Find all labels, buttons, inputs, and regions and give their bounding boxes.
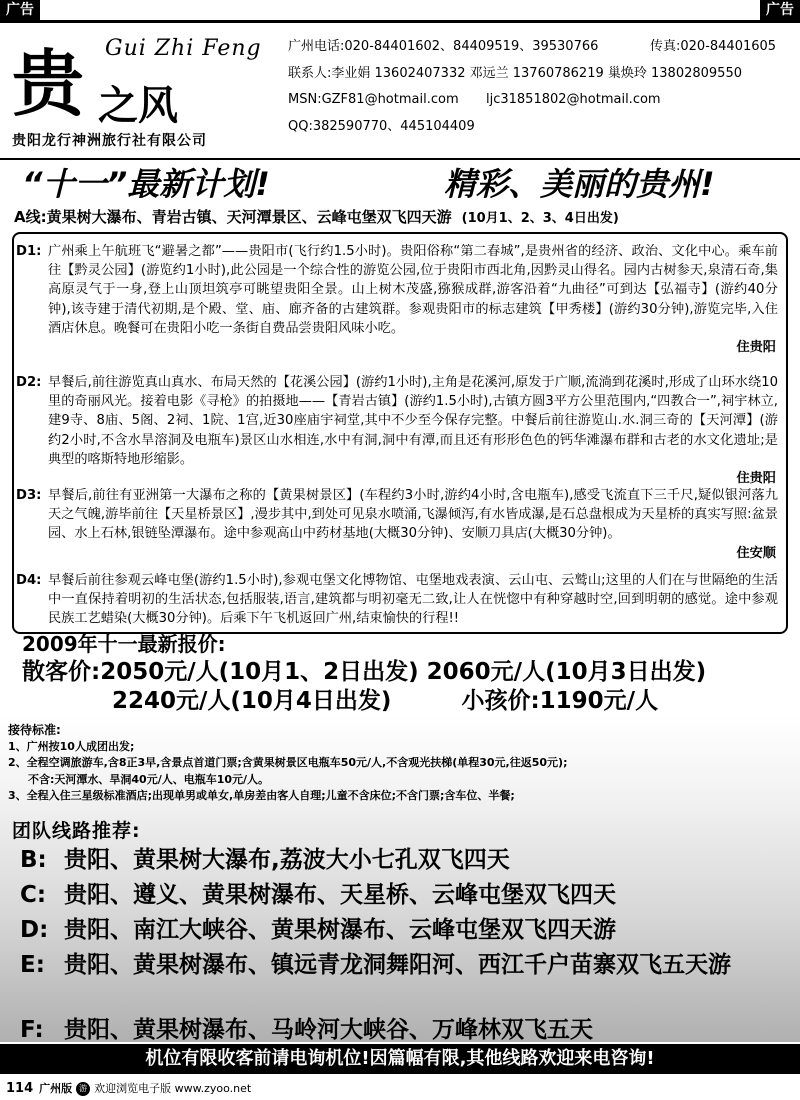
price-2: 2060元/人(10月3日出发) (426, 659, 707, 685)
route-item (20, 950, 792, 1015)
route-code: B: (20, 847, 47, 873)
route-text: 贵阳、黄果树瀑布、马岭河大峡谷、万峰林双飞五天 (64, 1017, 593, 1043)
edition-label: 广州版 (39, 1082, 73, 1095)
headline-right: 精彩、美丽的贵州! (444, 165, 715, 203)
terms-item: 3、全程入住三星级标准酒店;出现单男或单女,单房差由客人自理;儿童不含床位;不含门票;含车位、半餐; (8, 789, 515, 802)
day-text: 广州乘上午航班飞“避暑之都”——贵阳市(飞行约1.5小时)。贵阳俗称“第二春城”,是贵州省的经济、政治、文化中心。乘车前往【黔灵公园】(游览约1小时),此公园是一个综合性的游览公园,位于贵阳市西北角,因黔灵山得名。园内古树参天,泉清石奇,集高原灵气于一身,登上山顶坦筑亭可眺望贵阳全景。山上树木茂盛,猕猴成群,游客沿着“九曲径”可到达【弘福寺】(游约40分钟),该寺建于清代初期,是个殿、堂、庙、廊齐备的古建筑群。参观贵阳市的标志建筑【甲秀楼】(游约30分钟),游览完毕,入住酒店休息。晚餐可在贵阳小吃一条街自费品尝贵阳风味小吃。 (48, 244, 778, 336)
price-title: 2009年十一最新报价: (22, 632, 226, 656)
logo-pinyin: Gui Zhi Feng (105, 36, 262, 61)
contact-fax: 传真:020-84401605 (650, 39, 777, 54)
day-text: 早餐后,前往有亚洲第一大瀑布之称的【黄果树景区】(车程约3小时,游约4小时,含电瓶车),感受飞流直下三千尺,疑似银河落九天之气魄,游毕前往【天星桥景区】,漫步其中,到处可见泉水喷涌,飞瀑倾泻,有水皆成瀑,是石总盘根成为天星桥的真实写照:盆景园、水上石林,银链坠潭瀑布。途中参观高山中药材基地(大概30分钟)、安顺刀具店(大概30分钟)。 (48, 488, 778, 542)
route-text: 贵阳、遵义、黄果树瀑布、天星桥、云峰屯堡双飞四天 (64, 882, 616, 908)
itinerary-box (12, 232, 788, 634)
day-label: D2: (16, 375, 42, 390)
day-text: 早餐后,前往游览真山真水、布局天然的【花溪公园】(游约1小时),主角是花溪河,原发于广顺,流淌到花溪时,形成了山环水绕10里的奇丽风光。接着电影《寻枪》的拍摄地——【青岩古镇】(游约1.5小时),古镇方圆3平方公里范围内,“四教合一”,祠宇林立,建9寺、8庙、5阁、2祠、1院、1宫,近30座庙宇祠堂,其中不少至今保存完整。中餐后前往游览山.水.洞三奇的【天河潭】(游约2小时,不含水旱溶洞及电瓶车)景区山水相连,水中有洞,洞中有潭,而且还有形形色色的钙华滩瀑布群和古老的水文化遗址;是典型的喀斯特地形缩影。 (48, 375, 778, 467)
magazine-logo-icon: 游 (76, 1082, 90, 1096)
route-text: 贵阳、南江大峡谷、黄果树瀑布、云峰屯堡双飞四天游 (64, 917, 616, 943)
day-label: D4: (16, 573, 42, 588)
recommend-routes (20, 845, 792, 1050)
day-label: D3: (16, 488, 42, 503)
footer-banner: 机位有限收客前请电询机位!因篇幅有限,其他线路欢迎来电咨询! (0, 1044, 800, 1074)
route-code: C: (20, 882, 47, 908)
ad-tag-left: 广告 (0, 0, 40, 20)
day-label: D1: (16, 244, 42, 259)
itinerary-day (14, 486, 784, 563)
route-code: F: (20, 1017, 44, 1043)
route-item (20, 880, 792, 915)
company-name: 贵阳龙行神洲旅行社有限公司 (12, 133, 207, 149)
logo-char-small: 之风 (98, 82, 178, 129)
footer-link[interactable]: 欢迎浏览电子版 www.zyoo.net (94, 1082, 252, 1095)
route-code: D: (20, 917, 49, 943)
route-code: E: (20, 952, 45, 978)
day-stay: 住贵阳 (736, 471, 776, 487)
itinerary-day (14, 571, 784, 629)
day-text: 早餐后前往参观云峰屯堡(游约1.5小时),参观屯堡文化博物馆、屯堡地戏表演、云山屯、云鹫山;这里的人们在与世隔绝的生活中一直保持着明初的生活状态,包括服装,语言,建筑都与明初毫无二致,让人在恍惚中有种穿越时空,回到明朝的感觉。途中参观民族工艺蜡染(大概30分钟)。后乘下午飞机返回广州,结束愉快的行程!! (48, 573, 778, 627)
contact-phone: 广州电话:020-84401602、84409519、39530766 (288, 39, 599, 54)
price-row-2 (22, 687, 792, 716)
terms-block (8, 722, 788, 805)
logo-char-big: 贵 (12, 41, 85, 126)
terms-item: 2、全程空调旅游车,含8正3早,含景点首道门票;含黄果树景区电瓶车50元/人,不含观光扶梯(单程30元,往返50元); (8, 756, 568, 769)
price-retail-label: 散客价: (22, 659, 101, 685)
contact-people: 联系人:李业娟 13602407332 邓远兰 13760786219 巢焕玲 13802809550 (288, 65, 742, 81)
price-1: 2050元/人(10月1、2日出发) (100, 659, 419, 685)
recommend-title: 团队线路推荐: (12, 820, 141, 842)
ad-tag-right: 广告 (760, 0, 800, 20)
terms-item: 不含:天河潭水、旱洞40元/人、电瓶车10元/人。 (28, 772, 270, 786)
route-text: 贵阳、黄果树大瀑布,荔波大小七孔双飞四天 (64, 847, 510, 873)
day-stay: 住安顺 (736, 545, 776, 561)
route-a-name: A线:黄果树大瀑布、青岩古镇、天河潭景区、云峰屯堡双飞四天游 (14, 208, 452, 226)
price-3: 2240元/人(10月4日出发) (112, 688, 392, 714)
headline (22, 162, 792, 206)
price-block (22, 632, 792, 716)
day-stay: 住贵阳 (736, 340, 776, 356)
price-kid: 小孩价:1190元/人 (461, 688, 659, 714)
page-number: 114 (6, 1081, 34, 1096)
itinerary-day (14, 373, 784, 488)
route-item (20, 845, 792, 880)
itinerary-day (14, 242, 784, 357)
headline-left: “十一”最新计划! (22, 165, 270, 203)
header-divider (0, 158, 800, 160)
contact-msn: MSN:GZF81@hotmail.com (288, 92, 459, 107)
terms-item: 1、广州按10人成团出发; (8, 739, 135, 753)
route-text: 贵阳、黄果树瀑布、镇远青龙洞舞阳河、西江千户苗寨双飞五天游 (64, 952, 731, 978)
route-a-title (14, 206, 619, 227)
route-item (20, 915, 792, 950)
contact-email: ljc31851802@hotmail.com (486, 92, 661, 107)
price-row-1 (22, 658, 792, 687)
top-rule (0, 20, 800, 23)
terms-title: 接待标准: (8, 723, 61, 737)
page-footer (6, 1080, 251, 1096)
company-logo (10, 28, 275, 156)
route-a-dates: (10月1、2、3、4日出发) (461, 211, 619, 226)
contact-qq: QQ:382590770、445104409 (288, 118, 475, 134)
contact-block (288, 34, 793, 140)
